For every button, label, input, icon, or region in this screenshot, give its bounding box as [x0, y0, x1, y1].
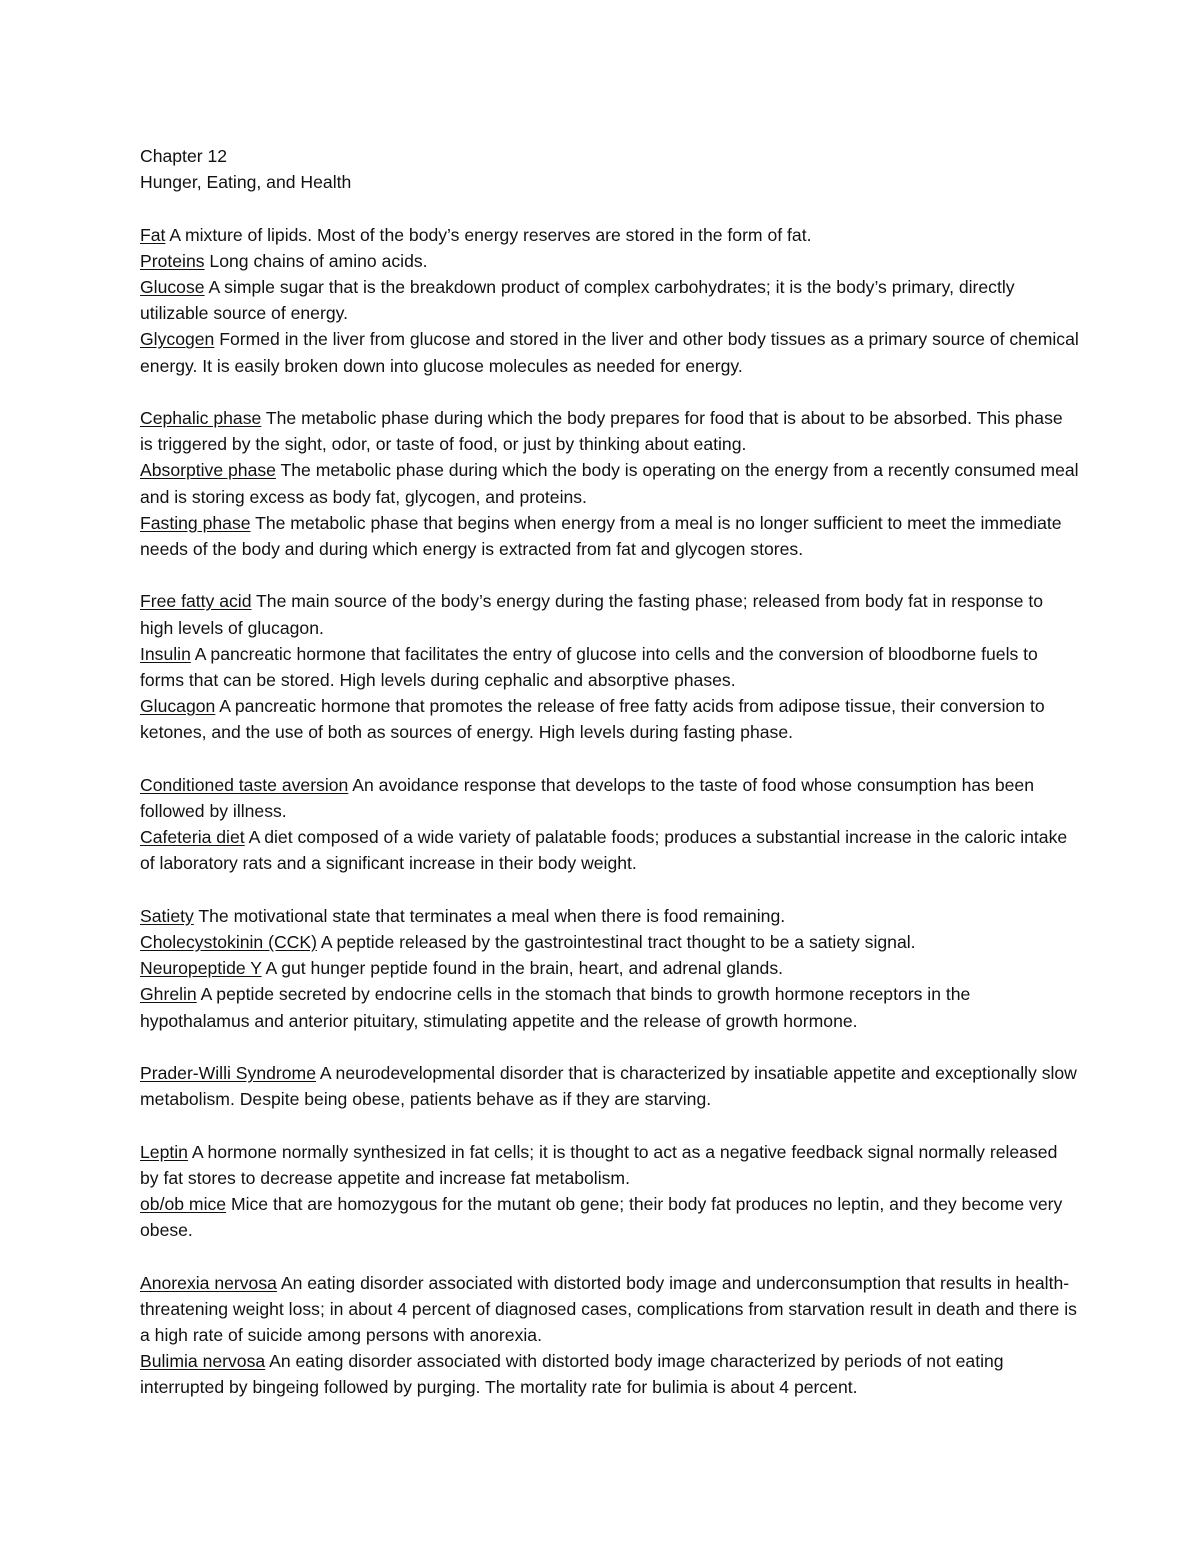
glossary-entry [140, 1139, 1080, 1191]
glossary [140, 222, 1080, 1401]
glossary-definition: The motivational state that terminates a meal when there is food remaining. [193, 905, 786, 926]
glossary-group [140, 903, 1080, 1034]
spacer [140, 379, 1080, 405]
glossary-entry [140, 457, 1080, 509]
glossary-group [140, 772, 1080, 877]
glossary-entry [140, 641, 1080, 693]
glossary-term: Fat [140, 224, 166, 245]
glossary-definition: An eating disorder associated with distorted body image and underconsumption that results in health-threatening weight loss; in about 4 percent of diagnosed cases, complications from starvation result in death and there is a high rate of suicide among persons with anorexia. [140, 1272, 1077, 1346]
glossary-entry [140, 929, 1080, 955]
glossary-term: Neuropeptide Y [140, 958, 262, 979]
glossary-definition: Formed in the liver from glucose and stored in the liver and other body tissues as a primary source of chemical energy. It is easily broken down into glucose molecules as needed for energy. [140, 329, 1079, 376]
glossary-entry [140, 222, 1080, 248]
glossary-entry [140, 824, 1080, 876]
spacer [140, 1034, 1080, 1060]
glossary-definition: A pancreatic hormone that promotes the release of free fatty acids from adipose tissue, their conversion to ketones, and the use of both as sources of energy. High levels during fasting phase. [140, 696, 1045, 743]
glossary-term: Ghrelin [140, 984, 197, 1005]
glossary-term: ob/ob mice [140, 1194, 227, 1215]
glossary-term: Absorptive phase [140, 460, 276, 481]
glossary-entry [140, 1270, 1080, 1349]
glossary-entry [140, 1348, 1080, 1400]
glossary-definition: A gut hunger peptide found in the brain, heart, and adrenal glands. [261, 958, 784, 979]
glossary-term: Anorexia nervosa [140, 1272, 277, 1293]
glossary-definition: The metabolic phase during which the body prepares for food that is about to be absorbed. This phase is triggered by the sight, odor, or taste of food, or just by thinking about eating. [140, 408, 1063, 455]
spacer [140, 562, 1080, 588]
glossary-definition: A peptide secreted by endocrine cells in the stomach that binds to growth hormone receptors in the hypothalamus and anterior pituitary, stimulating appetite and the release of growth hormone. [140, 984, 971, 1031]
glossary-group [140, 1060, 1080, 1112]
glossary-entry [140, 274, 1080, 326]
glossary-entry [140, 693, 1080, 745]
glossary-group [140, 222, 1080, 379]
glossary-definition: A neurodevelopmental disorder that is characterized by insatiable appetite and exceptionally slow metabolism. Despite being obese, patients behave as if they are starving. [140, 1063, 1077, 1110]
glossary-entry [140, 981, 1080, 1033]
glossary-term: Satiety [140, 905, 194, 926]
glossary-group [140, 588, 1080, 745]
glossary-entry [140, 1191, 1080, 1243]
glossary-term: Conditioned taste aversion [140, 774, 349, 795]
glossary-definition: The main source of the body’s energy during the fasting phase; released from body fat in response to high levels of glucagon. [140, 591, 1044, 638]
page-title: Hunger, Eating, and Health [140, 172, 352, 193]
glossary-term: Insulin [140, 643, 191, 664]
glossary-term: Bulimia nervosa [140, 1351, 266, 1372]
glossary-entry [140, 248, 1080, 274]
glossary-entry [140, 955, 1080, 981]
glossary-definition: Mice that are homozygous for the mutant ob gene; their body fat produces no leptin, and they become very obese. [140, 1194, 1063, 1241]
glossary-entry [140, 510, 1080, 562]
glossary-definition: A mixture of lipids. Most of the body’s energy reserves are stored in the form of fat. [165, 224, 812, 245]
glossary-group [140, 1139, 1080, 1244]
spacer [140, 877, 1080, 903]
glossary-definition: An avoidance response that develops to the taste of food whose consumption has been followed by illness. [140, 774, 1034, 822]
glossary-term: Cephalic phase [140, 408, 262, 428]
glossary-entry [140, 1060, 1080, 1112]
glossary-definition: Long chains of amino acids. [204, 250, 428, 271]
glossary-entry [140, 903, 1080, 929]
glossary-definition: A diet composed of a wide variety of palatable foods; produces a substantial increase in the caloric intake of laboratory rats and a significant increase in their body weight. [140, 827, 1068, 874]
glossary-term: Free fatty acid [140, 591, 252, 612]
glossary-definition: An eating disorder associated with distorted body image characterized by periods of not eating interrupted by bingeing followed by purging. The mortality rate for bulimia is about 4 percent. [140, 1351, 1004, 1398]
spacer [140, 195, 1080, 221]
glossary-term: Prader-Willi Syndrome [140, 1063, 316, 1084]
glossary-definition: A peptide released by the gastrointestinal tract thought to be a satiety signal. [316, 932, 916, 953]
chapter-heading: Chapter 12 [140, 146, 228, 166]
glossary-term: Glucagon [140, 696, 216, 717]
document-page [140, 143, 1080, 1401]
glossary-group [140, 405, 1080, 562]
glossary-term: Proteins [140, 250, 205, 271]
glossary-definition: The metabolic phase that begins when energy from a meal is no longer sufficient to meet the immediate needs of the body and during which energy is extracted from fat and glycogen stores. [140, 512, 1062, 560]
glossary-definition: The metabolic phase during which the body is operating on the energy from a recently consumed meal and is storing excess as body fat, glycogen, and proteins. [140, 460, 1079, 507]
glossary-term: Leptin [140, 1141, 188, 1162]
glossary-definition: A pancreatic hormone that facilitates the entry of glucose into cells and the conversion of bloodborne fuels to forms that can be stored. High levels during cephalic and absorptive phases. [140, 643, 1038, 691]
glossary-entry [140, 326, 1080, 378]
glossary-term: Glycogen [140, 329, 215, 350]
glossary-term: Fasting phase [140, 512, 251, 533]
glossary-group [140, 1270, 1080, 1401]
glossary-term: Cafeteria diet [140, 827, 245, 848]
glossary-term: Cholecystokinin (CCK) [140, 932, 317, 953]
glossary-definition: A simple sugar that is the breakdown product of complex carbohydrates; it is the body’s primary, directly utilizable source of energy. [140, 277, 1015, 324]
glossary-entry [140, 405, 1080, 457]
spacer [140, 1243, 1080, 1269]
glossary-definition: A hormone normally synthesized in fat cells; it is thought to act as a negative feedback signal normally released by fat stores to decrease appetite and increase fat metabolism. [140, 1141, 1058, 1188]
spacer [140, 1112, 1080, 1138]
spacer [140, 746, 1080, 772]
glossary-entry [140, 772, 1080, 824]
glossary-entry [140, 588, 1080, 640]
glossary-term: Glucose [140, 277, 205, 297]
